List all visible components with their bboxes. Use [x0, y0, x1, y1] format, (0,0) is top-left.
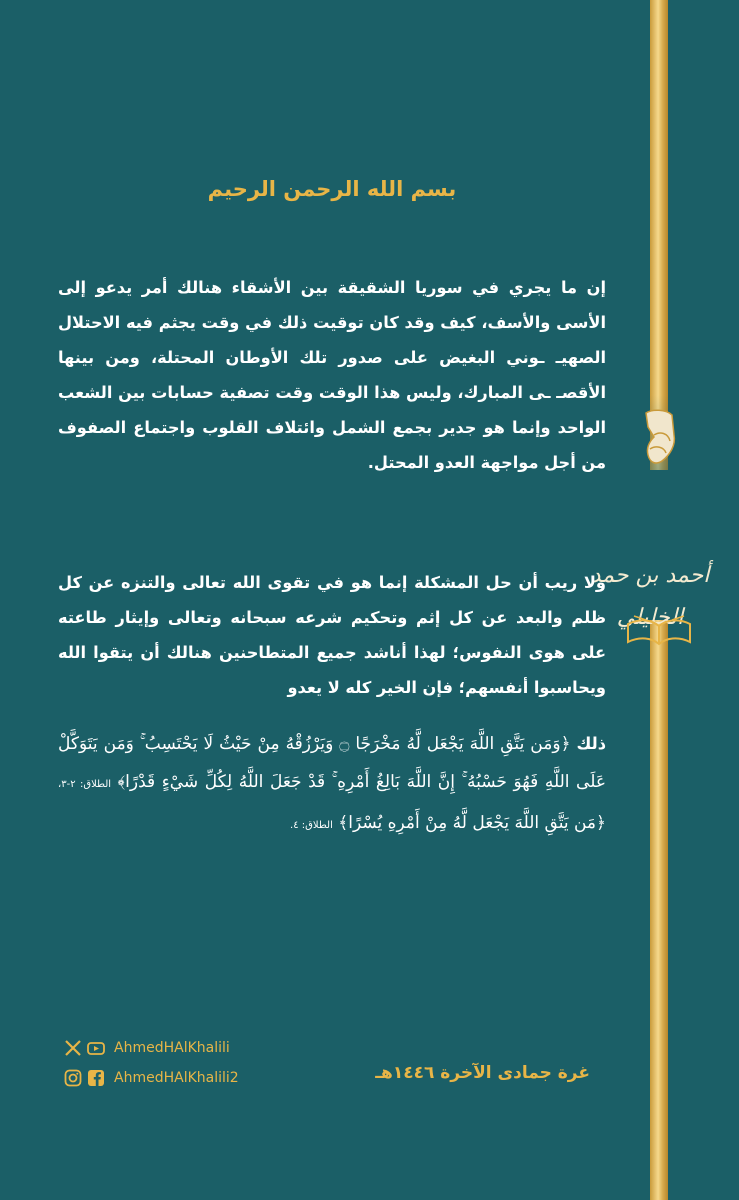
gold-ribbon-bottom — [650, 620, 668, 1200]
basmala-title: بسم الله الرحمن الرحيم — [207, 177, 457, 201]
facebook-icon[interactable] — [87, 1069, 105, 1087]
x-icon[interactable] — [64, 1039, 82, 1057]
verse-1-reference: الطلاق: ٢-٣، — [58, 779, 112, 790]
verse-1: ﴿وَمَن يَتَّقِ اللَّهَ يَجْعَل لَّهُ مَخْرَجًا ۝ وَيَرْزُقْهُ مِنْ حَيْثُ لَا يَحْتَسِبُ ۚ وَمَن يَتَوَكَّلْ عَلَى اللَّهِ فَهُوَ حَسْبُهُ ۚ إِنَّ اللَّهَ بَالِغُ أَمْرِهِ ۚ قَدْ جَعَلَ اللَّهُ لِكُلِّ شَيْءٍ قَدْرًا﴾ — [58, 734, 606, 792]
quran-verses — [58, 725, 606, 845]
social-row-2[interactable] — [64, 1066, 239, 1090]
paragraph-2: ولا ريب أن حل المشكلة إنما هو في تقوى الله تعالى والتنزه عن كل ظلم والبعد عن كل إثم وتحكيم شرعه سبحانه وتعالى وإيثار طاعته على هوى النفوس؛ لهذا أناشد جميع المتطاحنين هنالك أن يتقوا الله ويحاسبوا أنفسهم؛ فإن الخير كله لا يعدو — [58, 573, 606, 697]
verses-lead: ذلك — [576, 734, 607, 753]
social-handle-1[interactable]: AhmedHAlKhalili — [114, 1040, 230, 1056]
date-line: غرة جمادى الآخرة ١٤٤٦هـ — [375, 1063, 590, 1083]
open-book-icon — [624, 612, 694, 648]
social-row-1[interactable] — [64, 1036, 239, 1060]
signature: أحمد بن حمد الخليلي — [590, 563, 710, 630]
verse-2-reference: الطلاق: ٤. — [290, 820, 333, 831]
youtube-icon[interactable] — [87, 1039, 105, 1057]
instagram-icon[interactable] — [64, 1069, 82, 1087]
social-handles — [64, 1036, 239, 1096]
social-handle-2[interactable]: AhmedHAlKhalili2 — [114, 1070, 239, 1086]
paragraph-1: إن ما يجري في سوريا الشقيقة بين الأشقاء هنالك أمر يدعو إلى الأسى والأسف، كيف وقد كان توقيت ذلك في وقت يجثم فيه الاحتلال الصهيـ ـوني البغيض على صدور تلك الأوطان المحتلة، ومن بينها الأقصـ ـى المبارك، وليس هذا الوقت وقت تصفية حسابات بين الشعب الواحد وإنما هو جدير بجمع الشمل وائتلاف القلوب واجتماع الصفوف من أجل مواجهة العدو المحتل. — [58, 278, 606, 472]
clasped-hands-icon — [636, 405, 682, 475]
verse-2: ﴿مَن يَتَّقِ اللَّهَ يَجْعَل لَّهُ مِنْ أَمْرِهِ يُسْرًا﴾ — [338, 813, 606, 833]
